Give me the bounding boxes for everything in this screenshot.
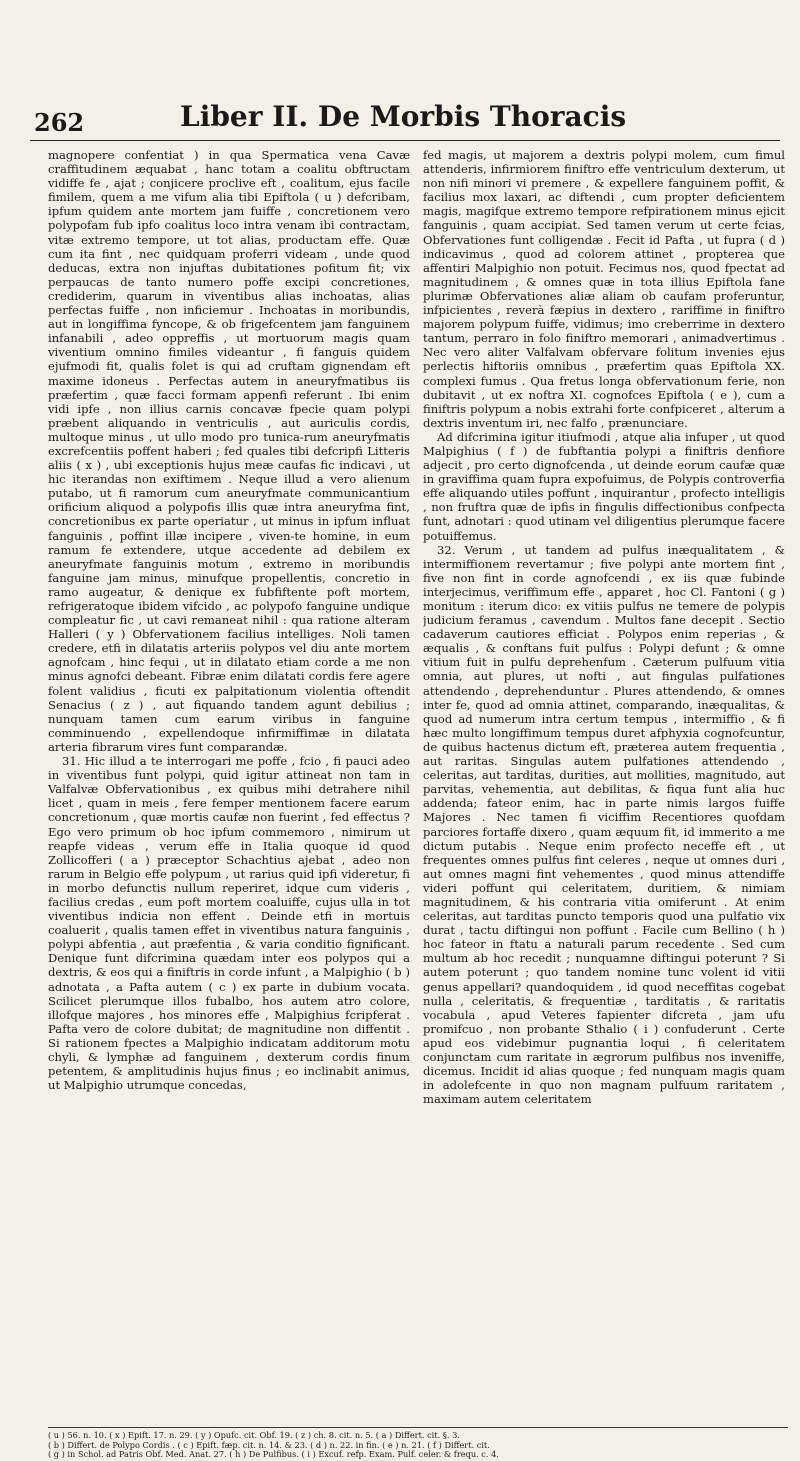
paragraph: magnopere confentiat ) in qua Spermatica vena Cavæ craffitudinem æquabat , hanc totam a coalitu obftructam vidiffe fe , ajat ; conjicere proclive eft , coalitum, ejus facile fimilem, quem a me vifum alia tibi Epiftola ( u ) defcribam, ipfum quidem ante mortem jam fuiffe , concretionem vero polypofam fub ipfo coalitus loco intra venam ibi contractam, vitæ extremo tempore, ut tot alias, productam effe. Quæ cum ita fint , nec quidquam proferri videam , unde quod deducas, extra non injuftas dubitationes pofitum fit; vix perpaucas de tanto numero poffe excipi concretiones, crediderim, quarum in viventibus alias inchoatas, alias perfectas fuiffe , non inficiemur . Inchoatas in moribundis, aut in longiffima fyncope, & ob frigefcentem jam fanguinem infanabili , adeo oppreffis , ut mortuorum magis quam viventium omnino fimiles videantur , fi fanguis quidem ejufmodi fit, qualis folet is qui ad cruftam gignendam eft maxime idoneus . Perfectas autem in aneuryfmatibus iis præfertim , quæ facci formam appenfi referunt . Ibi enim vidi ipfe , non illius carnis concavæ fpecie quam polypi præbent aliquando in ventriculis , aut auriculis cordis, multoque minus , ut ullo modo pro tunica-rum aneuryfmatis excrefcentiis poffent haberi ; fed quales tibi defcripfi Litteris aliis ( x ) , ubi exceptionis hujus meæ caufas fic indicavi , ut hic iterandas non exiftimem . Neque illud a vero alienum putabo, ut fi ramorum cum aneuryfmate communicantium orificium aliquod a polypofis illis quæ intra aneuryfma fint, concretionibus ex parte operiatur , ut minus in ipfum influat fanguinis , poffint illæ incipere , viven-te homine, in eum ramum fe extendere, utque accedente ad debilem ex aneuryfmate fanguinis motum , extremo in moribundis fanguine jam minus, minufque propellentis, concretio in ramo augeatur, & denique ex fubfiftente poft mortem, refrigeratoque ibidem vifcido , ac polypofo fanguine undique compleatur fic , ut cavi remaneat nihil : qua ratione alteram Halleri ( y ) Obfervationem facilius intelliges. Noli tamen credere, etfi in dilatatis arteriis polypos vel diu ante mortem agnofcam , hinc fequi , ut in dilatato etiam corde a me non minus agnofci debeant. Fibræ enim dilatati cordis fere agere folent validius , ficuti ex palpitationum violentia oftendit Senacius ( z ) , aut fiquando tandem agunt debilius ; nunquam tamen cum earum viribus in fanguine comminuendo , expellendoque infirmiffimæ in dilatata arteria fibrarum vires funt comparandæ.	[48, 148, 410, 754]
footnote-line: ( u ) 56. n. 10. ( x ) Epift. 17. n. 29. ( y ) Opufc. cit. Obf. 19. ( z ) ch. 8. cit. n. 5. ( a ) Differt. cit. §. 3.	[48, 1431, 460, 1440]
running-header	[30, 100, 780, 141]
text-columns	[48, 148, 788, 1420]
paragraph: Ad difcrimina igitur itiufmodi , atque alia infuper , ut quod Malpighius ( f ) de fubftantia polypi a finiftris denfiore adjecit , pro certo dignofcenda , ut deinde eorum caufæ quæ in graviffima quam fupra expofuimus, de Polypis controverfia effe aliquando utiles poffunt , inquirantur , profecto intelligis , non fruftra quæ de ipfis in fingulis diffectionibus confpecta funt, adnotari : quod utinam vel diligentius plerumque facere potuiffemus.	[423, 429, 785, 543]
footnote-line: ( g ) in Schol. ad Patris Obf. Med. Anat. 27. ( h ) De Pulfibus. ( i ) Excuf. refp. Exam. Pulf. celer. & frequ. c. 4.	[48, 1450, 499, 1460]
paragraph: 32. Verum , ut tandem ad pulfus inæqualitatem , & intermiffionem revertamur ; five polypi ante mortem fint , five non fint in corde agnofcendi , ex iis quæ fubinde interjecimus, veriffimum effe , apparet , hoc Cl. Fantoni ( g ) monitum : iterum dico: ex vitiis pulfus ne temere de polypis judicium feramus , cavendum . Multos fane decepit . Sectio cadaverum cautiores efficiat . Polypos enim reperias , & æqualis , & conftans fuit pulfus : Polypi defunt ; & omne vitium fuit in pulfu deprehenfum . Cæterum pulfuum vitia omnia, aut plures, ut nofti , aut fingulas pulfationes attendendo , deprehenduntur . Plures attendendo, & omnes inter fe, quod ad omnia attinet, comparando, inæqualitas, & quod ad numerum intra certum tempus , intermiffio , & fi hæc multo longiffimum tempus duret afphyxia cognofcuntur, de quibus hactenus dictum eft, præterea autem frequentia , aut raritas. Singulas autem pulfationes attendendo , celeritas, aut tarditas, durities, aut mollities, magnitudo, aut parvitas, vehementia, aut debilitas, & fiqua funt alia huc addenda; fateor enim, hac in parte nimis largos fuiffe Majores . Nec tamen fi viciffim Recentiores quofdam parciores fortaffe dixero , quam æquum fit, id immerito a me dictum putabis . Neque enim profecto neceffe eft , ut frequentes omnes pulfus fint celeres , neque ut omnes duri , aut omnes magni fint vehementes , quod minus attendiffe videri poffunt qui celeritatem, duritiem, & nimiam magnitudinem, & his contraria vitia omiferunt . At enim celeritas, aut tarditas puncto temporis quod una pulfatio vix durat , tactu diftingui non poffunt . Facile cum Bellino ( h ) hoc fateor in ftatu a naturali parum recedente . Sed cum multum ab hoc recedit ; nunquamne diftingui poterunt ? Si autem poterunt ; quo tandem nomine tunc volent id vitii genus appellari? quandoquidem , id quod neceffitas cogebat nulla , celeritatis, & frequentiæ , tarditatis , & raritatis vocabula , apud Veteres fapienter difcreta , jam ufu promifcuo , non probante Sthalio ( i ) confuderunt . Certe apud eos videbimur pugnantia loqui , fi celeritatem conjunctam cum raritate in ægrorum pulfibus nos inveniffe, dicemus. Incidit id alias quoque ; fed nunquam magis quam in adolefcente in quo non magnam pulfuum raritatem , maximam autem celeritatem	[423, 542, 785, 1107]
left-column	[48, 148, 410, 1420]
page-number: 262	[34, 108, 85, 137]
footnote-rule	[48, 1427, 788, 1428]
footnotes	[48, 1431, 788, 1460]
paragraph: 31. Hic illud a te interrogari me poffe , fcio , fi pauci adeo in viventibus funt polypi, quid igitur attineat non tam in Valfalvæ Obfervationibus , ex quibus mihi detrahere nihil licet , quam in meis , fere femper mentionem facere earum concretionum , quæ mortis caufæ non fuerint , fed effectus ? Ego vero primum ob hoc ipfum commemoro , nimirum ut reapfe videas , verum effe in Italia quoque id quod Zollicofferi ( a ) præceptor Schachtius ajebat , adeo non rarum in Belgio effe polypum , ut rarius quid ipfi videretur, fi in morbo defunctis nullum reperiret, idque cum videris , facilius credas , eum poft mortem coaluiffe, cujus ulla in tot viventibus indicia non effent . Deinde etfi in mortuis coaluerit , qualis tamen effet in viventibus natura fanguinis , polypi abfentia , aut præfentia , & varia conditio fignificant. Denique funt difcrimina quædam inter eos polypos qui a dextris, & eos qui a finiftris in corde infunt , a Malpighio ( b ) adnotata , a Pafta autem ( c ) ex parte in dubium vocata. Scilicet plerumque illos fubalbo, hos autem atro colore, illofque majores , hos minores effe , Malpighius fcripferat . Pafta vero de colore dubitat; de magnitudine non diffentit . Si rationem fpectes a Malpighio indicatam additorum motu chyli, & lymphæ ad fanguinem , dexterum cordis finum petentem, & amplitudinis hujus finus ; eo inclinabit animus, ut Malpighio utrumque concedas,	[48, 754, 410, 1093]
paragraph: fed magis, ut majorem a dextris polypi molem, cum fimul attenderis, infirmiorem finiftro effe ventriculum dexterum, ut non nifi minori vi premere , & expellere fanguinem poffit, & facilius mox laxari, ac diftendi , cum propter deficientem magis, magifque extremo tempore refpirationem minus ejicit fanguinis , quam accipiat. Sed tamen verum ut certe fcias, Obfervationes funt colligendæ . Fecit id Pafta , ut fupra ( d ) indicavimus , quod ad colorem attinet , propterea que affentiri Malpighio non potuit. Fecimus nos, quod fpectat ad magnitudinem , & omnes quæ in tota illius Epiftola fane plurimæ Obfervationes aliæ aliam ob caufam proferuntur, infpicientes , reverà fæpius in dextero , rariffime in finiftro majorem polypum fuiffe, vidimus; imo creberrime in dextero tantum, perraro in folo finiftro memorari , animadvertimus . Nec vero aliter Valfalvam obfervare folitum invenies ejus perlectis hiftoriis omnibus , præfertim quas Epiftola XX. complexi fumus . Qua fretus longa obfervationum ferie, non dubitavit , ut ex noftra XI. cognofces Epiftola ( e ), cum a finiftris polypum a nobis extrahi forte confpiceret , alterum a dextris inventum iri, nec falfo , prænunciare.	[423, 148, 785, 430]
right-column	[423, 148, 785, 1420]
footnote-line: ( b ) Differt. de Polypo Cordis . ( c ) Epift. fæp. cit. n. 14. & 23. ( d ) n. 22. in fin. ( e ) n. 21. ( f ) Differt. cit.	[48, 1440, 490, 1450]
running-title: Liber II. De Morbis Thoracis	[180, 100, 627, 133]
